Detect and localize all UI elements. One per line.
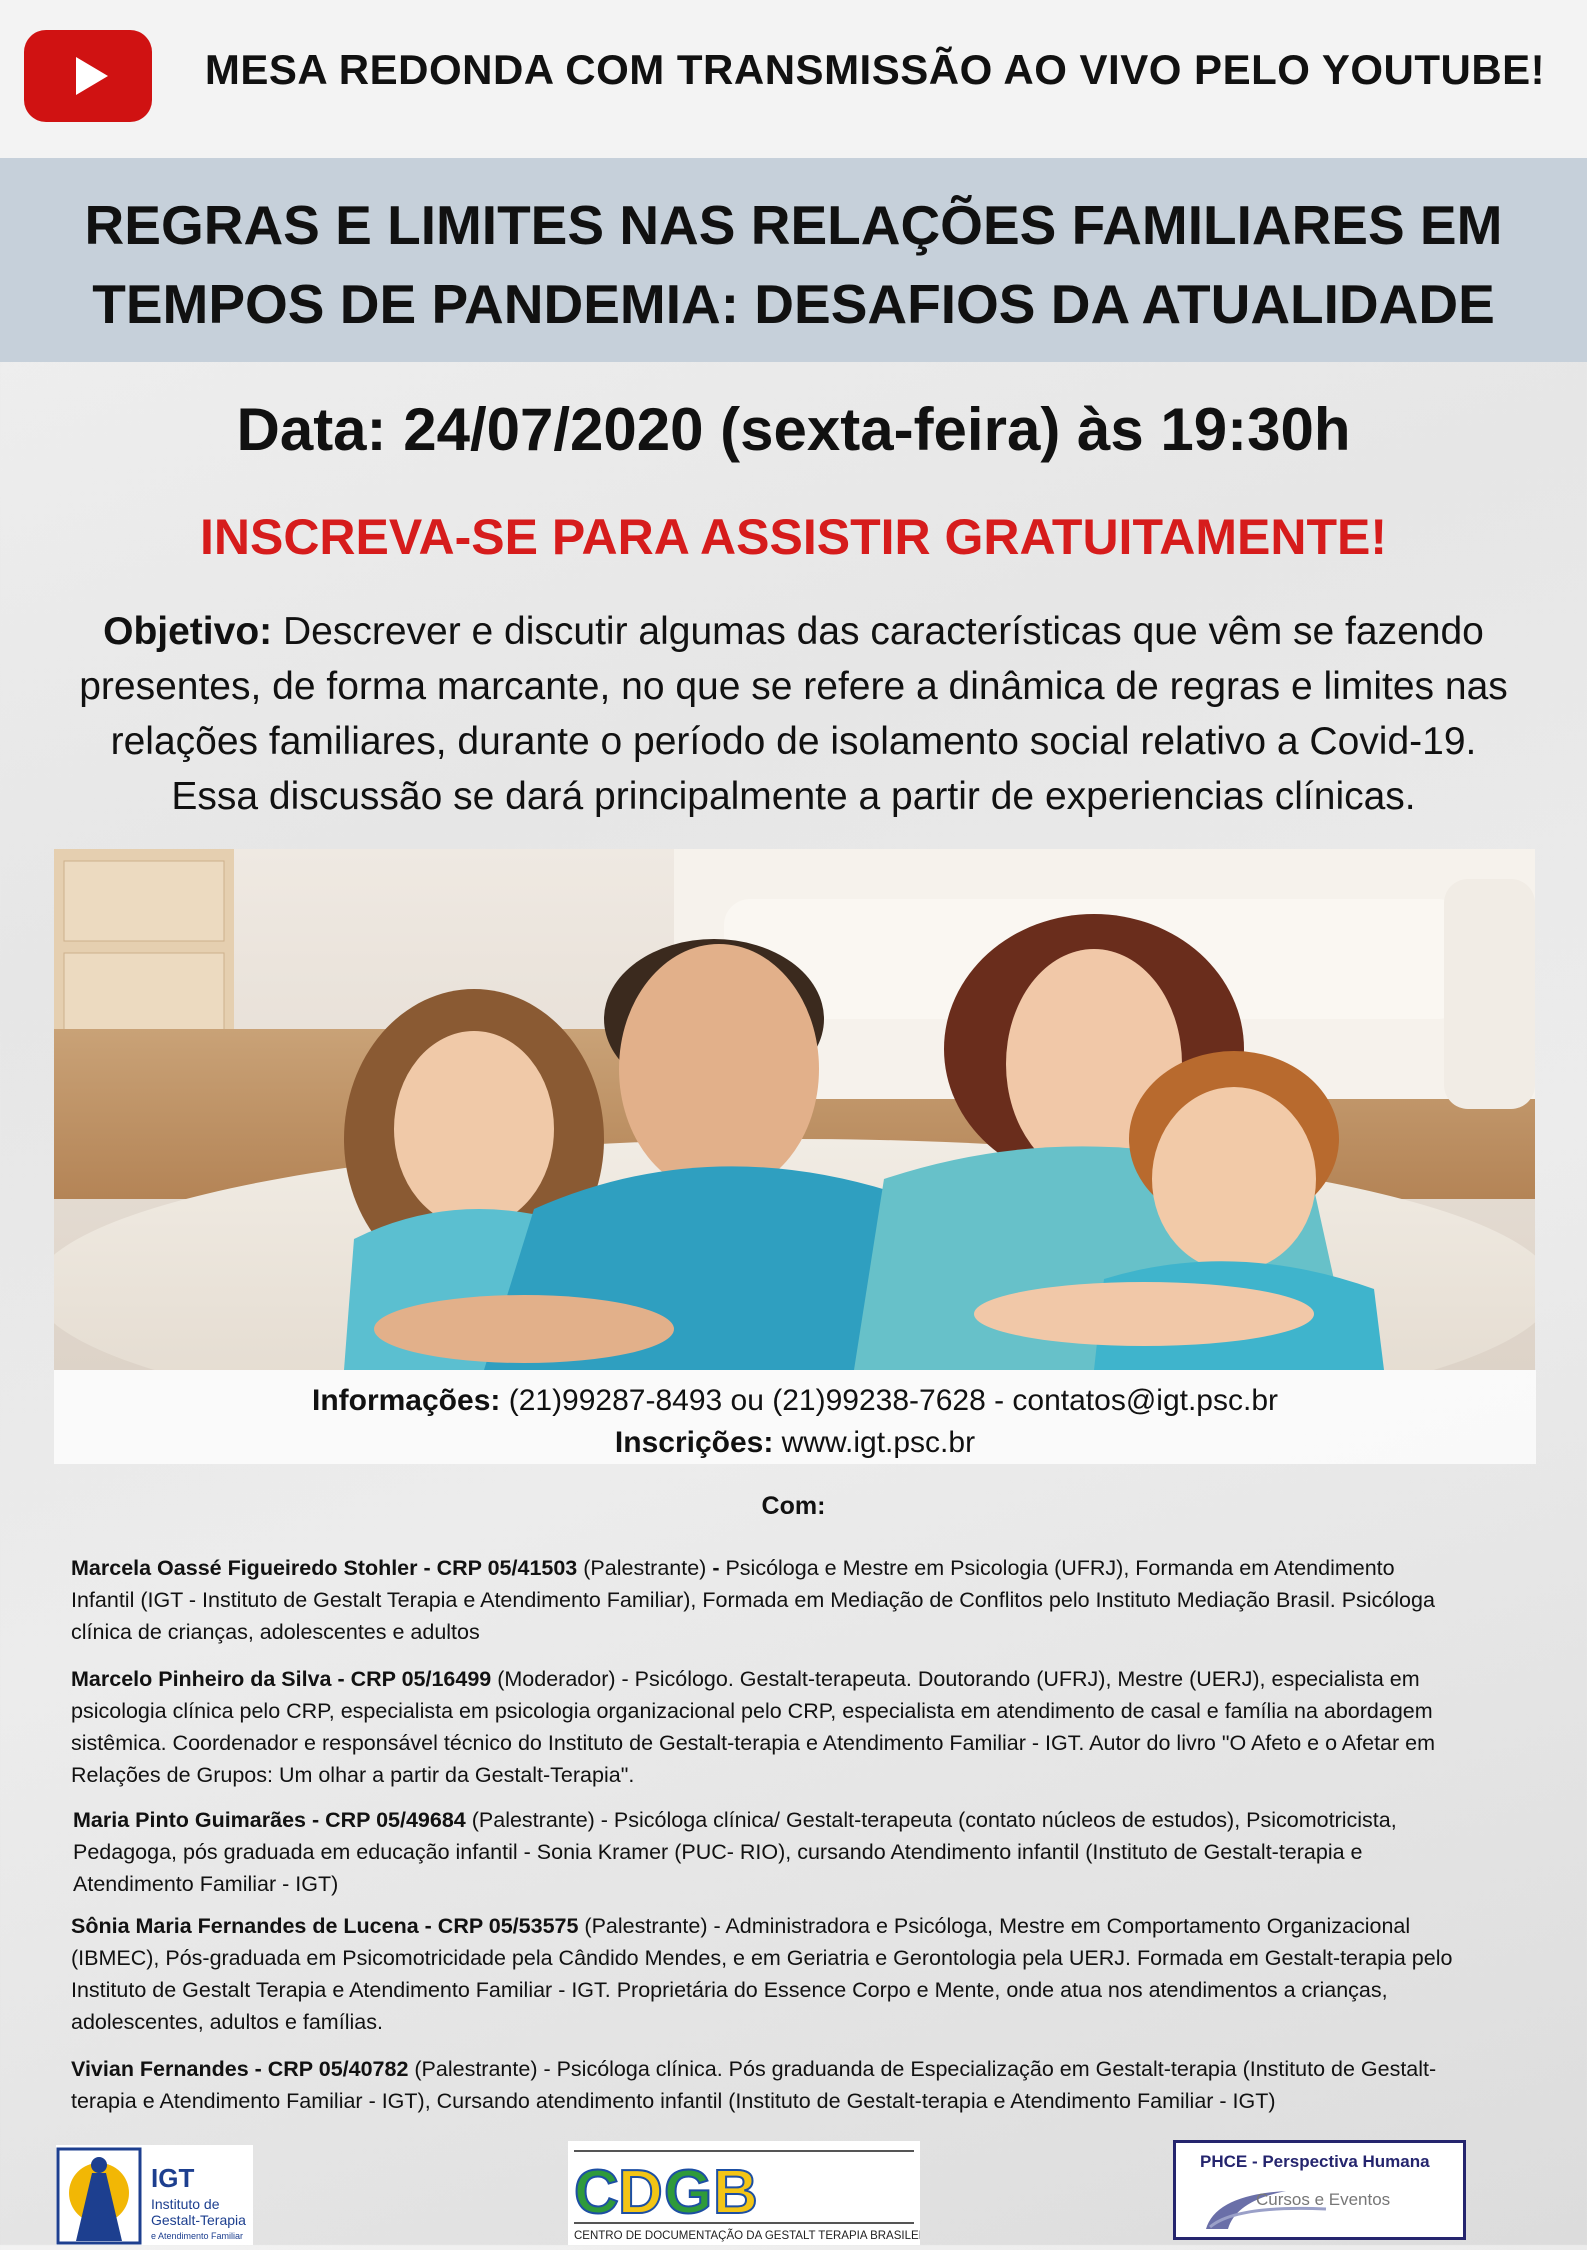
objective-text-3: relações familiares, durante o período de isolamento social relativo a Covid-19. bbox=[110, 720, 1477, 763]
igt-abbr: IGT bbox=[151, 2163, 195, 2193]
igt-line-2: Gestalt-Terapia bbox=[151, 2212, 246, 2228]
cdgb-letter-g: G bbox=[664, 2158, 713, 2227]
objective-paragraph bbox=[40, 604, 1547, 824]
registration-link[interactable]: www.igt.psc.br bbox=[773, 1426, 976, 1459]
igt-logo[interactable] bbox=[56, 2145, 253, 2245]
speaker-separator: - bbox=[712, 1556, 720, 1580]
objective-text-1: Descrever e discutir algumas das características que vêm se fazendo bbox=[272, 610, 1484, 653]
speaker-bio: Infantil (IGT - Instituto de Gestalt Terapia e Atendimento Familiar), Formada em Mediação de Conflitos pelo Instituto Mediação Brasil. Psicóloga bbox=[71, 1588, 1435, 1612]
registration-label: Inscrições: bbox=[614, 1426, 774, 1459]
phce-logo[interactable] bbox=[1173, 2140, 1466, 2240]
cdgb-letter-c: C bbox=[574, 2158, 619, 2227]
speaker-bio: Psicóloga e Mestre em Psicologia (UFRJ), Formanda em Atendimento bbox=[719, 1556, 1395, 1580]
title-line-1: REGRAS E LIMITES NAS RELAÇÕES FAMILIARES EM bbox=[84, 194, 1503, 256]
speaker-bio: (IBMEC), Pós-graduada em Psicomotricidade pela Cândido Mendes, e em Geriatria e Gerontologia pela UERJ. Formada em Gestalt-terapia pelo bbox=[71, 1946, 1453, 1970]
speaker-name: Maria Pinto Guimarães - CRP 05/49684 bbox=[73, 1808, 466, 1832]
cdgb-letter-b: B bbox=[713, 2158, 758, 2227]
live-stream-heading: MESA REDONDA COM TRANSMISSÃO AO VIVO PELO YOUTUBE! bbox=[204, 46, 1546, 93]
contact-label: Informações: bbox=[311, 1384, 501, 1417]
contact-value[interactable]: (21)99287-8493 ou (21)99238-7628 - contatos@igt.psc.br bbox=[500, 1384, 1278, 1417]
speaker-bio: Instituto de Gestalt Terapia e Atendimento Familiar - IGT. Proprietária do Essence Corpo e Mente, onde atua nos atendimentos a crianças, bbox=[71, 1978, 1388, 2002]
phce-subtitle: Cursos e Eventos bbox=[1256, 2190, 1391, 2209]
objective-text-2: presentes, de forma marcante, no que se refere a dinâmica de regras e limites nas bbox=[79, 665, 1508, 708]
speaker-bio: clínica de crianças, adolescentes e adultos bbox=[71, 1620, 480, 1644]
igt-line-1: Instituto de bbox=[151, 2196, 220, 2212]
speaker-bio: sistêmica. Coordenador e responsável técnico do Instituto de Gestalt-terapia e Atendimento Familiar - IGT. Autor do livro "O Afeto e o Afetar em bbox=[71, 1731, 1436, 1755]
phce-title: PHCE - Perspectiva Humana bbox=[1200, 2152, 1430, 2171]
igt-line-3: e Atendimento Familiar bbox=[151, 2231, 244, 2241]
speaker-vivian bbox=[71, 2053, 1531, 2117]
speaker-bio: (Palestrante) - Administradora e Psicóloga, Mestre em Comportamento Organizacional bbox=[578, 1914, 1411, 1938]
cdgb-logo[interactable] bbox=[568, 2141, 920, 2245]
registration-info bbox=[54, 1426, 1536, 1460]
speaker-name: Marcelo Pinheiro da Silva - CRP 05/16499 bbox=[71, 1667, 492, 1691]
cdgb-caption: CENTRO DE DOCUMENTAÇÃO DA GESTALT TERAPIA BRASILEIRA bbox=[574, 2230, 920, 2242]
cdgb-letter-d: D bbox=[618, 2158, 663, 2227]
speaker-name: Marcela Oassé Figueiredo Stohler - CRP 05/41503 bbox=[71, 1556, 578, 1580]
speaker-bio: (Palestrante) - Psicóloga clínica. Pós graduanda de Especialização em Gestalt-terapia (Instituto de Gestalt- bbox=[408, 2057, 1437, 2081]
youtube-play-icon[interactable] bbox=[24, 30, 152, 122]
speaker-marcela bbox=[71, 1552, 1531, 1648]
signup-call-to-action: INSCREVA-SE PARA ASSISTIR GRATUITAMENTE! bbox=[199, 509, 1388, 565]
speaker-bio: (Moderador) - Psicólogo. Gestalt-terapeuta. Doutorando (UFRJ), Mestre (UERJ), especialista em bbox=[491, 1667, 1420, 1691]
speaker-bio: terapia e Atendimento Familiar - IGT), Cursando atendimento infantil (Instituto de Gestalt-terapia e Atendimento Familiar - IGT) bbox=[71, 2089, 1276, 2113]
speaker-bio: adolescentes, adultos e famílias. bbox=[71, 2010, 383, 2034]
speaker-role: (Palestrante) bbox=[577, 1556, 713, 1580]
family-photo bbox=[54, 849, 1535, 1370]
speaker-sonia bbox=[71, 1910, 1531, 2038]
speaker-bio: Pedagoga, pós graduada em educação infantil - Sonia Kramer (PUC- RIO), cursando Atendimento infantil (Instituto de Gestalt-terapia e bbox=[73, 1840, 1363, 1864]
page-title bbox=[20, 186, 1567, 344]
speaker-bio: Relações de Grupos: Um olhar a partir da Gestalt-Terapia". bbox=[71, 1763, 635, 1787]
contact-info bbox=[54, 1384, 1536, 1418]
speaker-maria bbox=[73, 1804, 1533, 1900]
title-line-2: TEMPOS DE PANDEMIA: DESAFIOS DA ATUALIDADE bbox=[92, 273, 1495, 335]
speaker-bio: psicologia clínica pelo CRP, especialista em psicologia organizacional pelo CRP, especialista em atendimento de casal e família na abordagem bbox=[71, 1699, 1433, 1723]
speaker-name: Sônia Maria Fernandes de Lucena - CRP 05/53575 bbox=[71, 1914, 579, 1938]
event-date: Data: 24/07/2020 (sexta-feira) às 19:30h bbox=[236, 396, 1351, 463]
speaker-bio: Atendimento Familiar - IGT) bbox=[73, 1872, 339, 1896]
objective-label: Objetivo: bbox=[103, 610, 273, 653]
speaker-name: Vivian Fernandes - CRP 05/40782 bbox=[71, 2057, 409, 2081]
speaker-bio: (Palestrante) - Psicóloga clínica/ Gestalt-terapeuta (contato núcleos de estudos), Psicomotricista, bbox=[465, 1808, 1397, 1832]
objective-text-4: Essa discussão se dará principalmente a partir de experiencias clínicas. bbox=[171, 775, 1416, 818]
speakers-heading: Com: bbox=[761, 1492, 826, 1520]
speaker-marcelo bbox=[71, 1663, 1531, 1791]
